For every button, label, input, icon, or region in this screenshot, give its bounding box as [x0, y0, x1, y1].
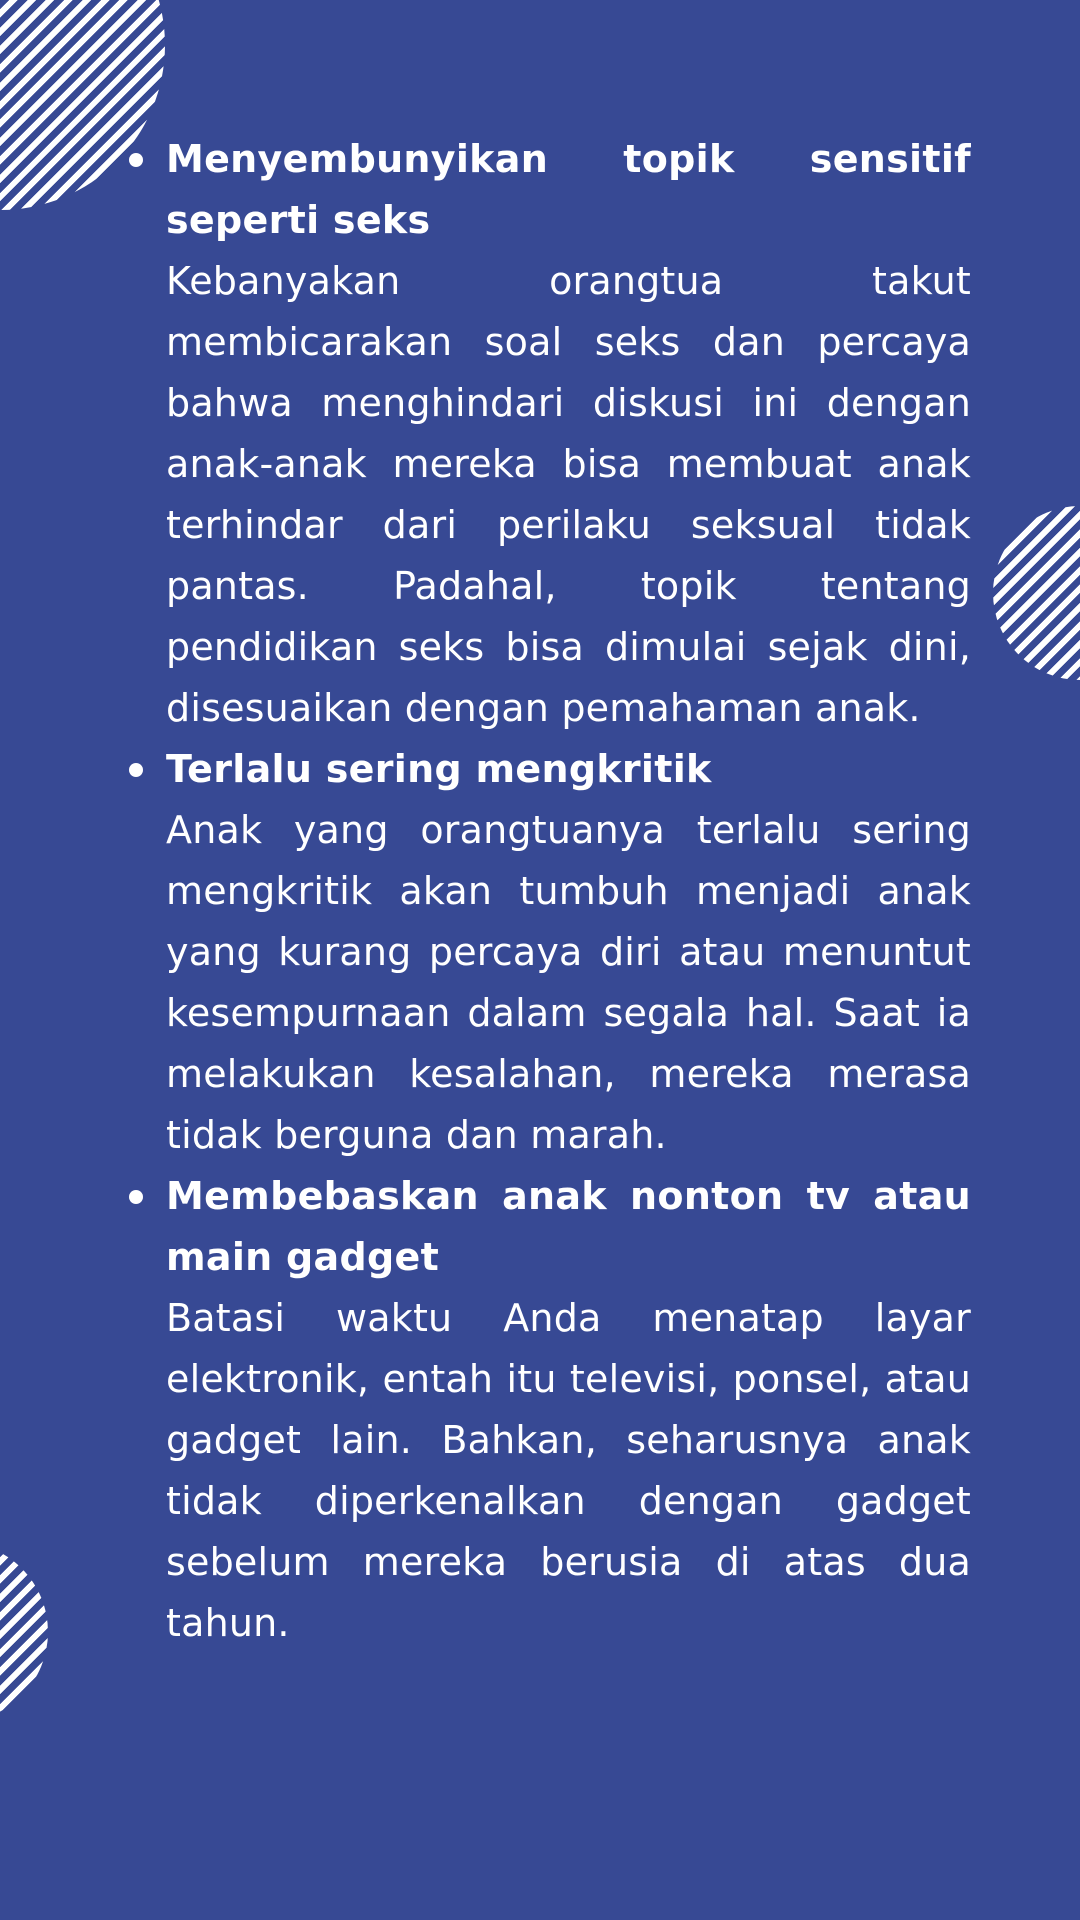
striped-circle-decoration [0, 1542, 48, 1722]
bullet-icon [129, 763, 143, 777]
item-body: Kebanyakan orangtua takut membicarakan soal seks dan percaya bahwa menghindari diskusi ini dengan anak-anak mereka bisa membuat anak terhindar dari perilaku seksual tidak pantas. Padahal, topik tentang pendidikan seks bisa dimulai sejak dini, disesuaikan dengan pemahaman anak. [166, 259, 971, 730]
bullet-icon [129, 1190, 143, 1204]
bullet-icon [129, 153, 143, 167]
striped-circle-decoration [993, 506, 1080, 680]
list-item [166, 1166, 971, 1654]
item-title: Membebaskan anak nonton tv atau main gadget [166, 1174, 971, 1279]
striped-circle-decoration [0, 0, 165, 210]
item-title: Menyembunyikan topik sensitif seperti seks [166, 137, 971, 242]
item-body: Batasi waktu Anda menatap layar elektronik, entah itu televisi, ponsel, atau gadget lain. Bahkan, seharusnya anak tidak diperkenalkan dengan gadget sebelum mereka berusia di atas dua tahun. [166, 1296, 971, 1645]
list-item [166, 739, 971, 1166]
item-title: Terlalu sering mengkritik [166, 747, 712, 791]
item-body: Anak yang orangtuanya terlalu sering mengkritik akan tumbuh menjadi anak yang kurang percaya diri atau menuntut kesempurnaan dalam segala hal. Saat ia melakukan kesalahan, mereka merasa tidak berguna dan marah. [166, 808, 971, 1157]
bullet-list [166, 129, 971, 1654]
list-item [166, 129, 971, 739]
